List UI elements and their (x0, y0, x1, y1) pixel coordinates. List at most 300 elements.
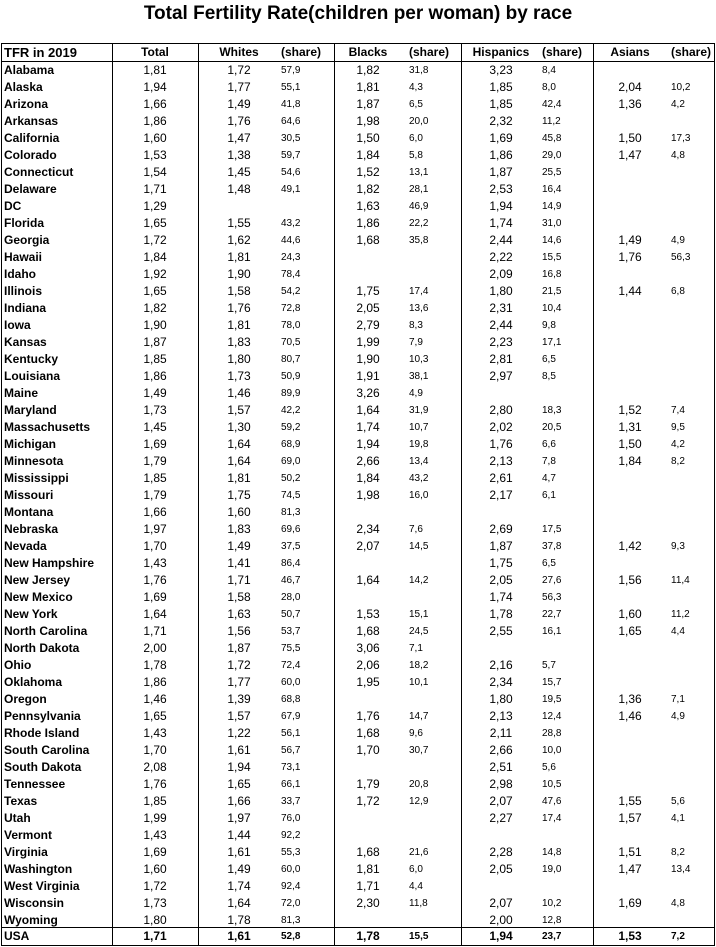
cell-state: Wisconsin (4, 896, 64, 910)
cell-whites: 1,62 (227, 233, 251, 247)
cell-asians-share: 4,8 (671, 150, 685, 161)
cell-blacks-share: 30,7 (409, 745, 429, 756)
cell-whites: 1,74 (227, 879, 251, 893)
table-row (2, 385, 714, 402)
cell-state: South Dakota (4, 760, 82, 774)
cell-asians (600, 164, 660, 181)
cell-whites: 1,77 (227, 675, 251, 689)
cell-state: Iowa (4, 318, 31, 332)
cell-blacks: 2,66 (356, 454, 380, 468)
usa-total: 1,71 (143, 929, 167, 943)
cell-blacks-share: 8,3 (409, 320, 423, 331)
cell-hispanics: 2,07 (489, 896, 513, 910)
cell-asians-share (671, 640, 714, 657)
cell-whites: 1,81 (227, 471, 251, 485)
cell-hispanics-share: 56,3 (542, 592, 562, 603)
cell-whites: 1,49 (227, 97, 251, 111)
cell-whites-share: 66,1 (281, 779, 301, 790)
cell-blacks-share: 22,2 (409, 218, 429, 229)
cell-hispanics: 2,66 (489, 743, 513, 757)
cell-asians (600, 181, 660, 198)
cell-hispanics-share: 5,7 (542, 660, 556, 671)
cell-whites-share: 75,5 (281, 643, 301, 654)
cell-whites: 1,48 (227, 182, 251, 196)
cell-total: 1,87 (143, 335, 167, 349)
table-row (2, 674, 714, 691)
cell-asians-share (671, 725, 714, 742)
cell-blacks (345, 759, 391, 776)
cell-blacks-share: 38,1 (409, 371, 429, 382)
table-row (2, 691, 714, 708)
cell-hispanics-share: 19,0 (542, 864, 562, 875)
cell-whites: 1,61 (227, 845, 251, 859)
cell-blacks: 1,64 (356, 403, 380, 417)
cell-asians-share: 4,9 (671, 235, 685, 246)
cell-blacks: 1,75 (356, 284, 380, 298)
cell-hispanics: 2,17 (489, 488, 513, 502)
cell-blacks: 1,53 (356, 607, 380, 621)
cell-state: Texas (4, 794, 38, 808)
cell-blacks (345, 555, 391, 572)
cell-asians: 1,44 (618, 284, 642, 298)
cell-hispanics-share: 14,9 (542, 201, 562, 212)
cell-blacks-share: 7,1 (409, 643, 423, 654)
cell-total: 1,60 (143, 131, 167, 145)
cell-asians-share: 11,2 (671, 609, 690, 620)
usa-blacks: 1,78 (356, 929, 380, 943)
header-asians: Asians (610, 45, 650, 59)
cell-whites: 1,64 (227, 454, 251, 468)
cell-whites: 1,45 (227, 165, 251, 179)
table-row (2, 351, 714, 368)
cell-blacks (345, 504, 391, 521)
cell-hispanics-share: 19,5 (542, 694, 562, 705)
cell-state: Alaska (4, 80, 43, 94)
cell-hispanics: 1,75 (489, 556, 513, 570)
cell-asians-share (671, 113, 714, 130)
cell-hispanics: 1,80 (489, 692, 513, 706)
cell-hispanics-share: 22,7 (542, 609, 562, 620)
cell-blacks (345, 827, 391, 844)
table-row (2, 181, 714, 198)
cell-state: Vermont (4, 828, 53, 842)
cell-total: 1,92 (143, 267, 167, 281)
cell-hispanics-share: 28,8 (542, 728, 562, 739)
table-row (2, 521, 714, 538)
cell-blacks-share: 14,7 (409, 711, 429, 722)
cell-whites: 1,76 (227, 301, 251, 315)
column-divider (593, 44, 594, 945)
cell-total: 1,82 (143, 301, 167, 315)
cell-whites-share: 44,6 (281, 235, 301, 246)
cell-whites-share: 54,2 (281, 286, 301, 297)
cell-hispanics-share: 15,5 (542, 252, 562, 263)
cell-hispanics-share (542, 504, 592, 521)
cell-asians (600, 300, 660, 317)
usa-state: USA (4, 929, 30, 943)
cell-blacks: 1,84 (356, 148, 380, 162)
cell-total: 1,72 (143, 233, 167, 247)
cell-total: 1,60 (143, 862, 167, 876)
cell-blacks-share (409, 504, 459, 521)
cell-blacks: 1,68 (356, 233, 380, 247)
cell-asians-share: 17,3 (671, 133, 691, 144)
cell-asians (600, 725, 660, 742)
cell-asians (600, 113, 660, 130)
cell-blacks: 1,63 (356, 199, 380, 213)
cell-asians-share: 4,9 (671, 711, 685, 722)
cell-asians: 1,50 (618, 131, 642, 145)
cell-hispanics-share: 6,5 (542, 558, 556, 569)
table-row (2, 657, 714, 674)
usa-asians: 1,53 (618, 929, 642, 943)
cell-whites-share: 43,2 (281, 218, 301, 229)
cell-asians-share: 6,8 (671, 286, 685, 297)
cell-hispanics (464, 504, 538, 521)
cell-blacks: 1,82 (356, 63, 380, 77)
header-whites: Whites (219, 45, 259, 59)
cell-hispanics-share: 17,5 (542, 524, 562, 535)
cell-total: 1,86 (143, 675, 167, 689)
table-row (2, 334, 714, 351)
cell-state: Michigan (4, 437, 57, 451)
cell-blacks: 2,79 (356, 318, 380, 332)
cell-whites-share: 55,3 (281, 847, 301, 858)
cell-hispanics: 2,05 (489, 573, 513, 587)
header-whites-share: (share) (281, 45, 322, 59)
cell-whites-share: 81,3 (281, 507, 301, 518)
table-row (2, 827, 714, 844)
cell-blacks-share: 9,6 (409, 728, 423, 739)
cell-state: North Dakota (4, 641, 80, 655)
cell-whites: 1,49 (227, 862, 251, 876)
cell-blacks-share (409, 827, 459, 844)
cell-blacks (345, 249, 391, 266)
cell-blacks-share: 31,9 (409, 405, 429, 416)
cell-asians-share (671, 62, 714, 79)
cell-hispanics-share: 29,0 (542, 150, 562, 161)
cell-blacks-share (409, 266, 459, 283)
cell-hispanics-share: 12,4 (542, 711, 562, 722)
cell-total: 1,76 (143, 573, 167, 587)
cell-blacks-share: 18,2 (409, 660, 429, 671)
cell-whites-share: 50,7 (281, 609, 301, 620)
cell-total: 1,73 (143, 403, 167, 417)
cell-state: California (4, 131, 60, 145)
cell-hispanics (464, 640, 538, 657)
cell-hispanics-share: 16,1 (542, 626, 562, 637)
cell-blacks-share: 14,2 (409, 575, 429, 586)
cell-hispanics: 2,51 (489, 760, 513, 774)
cell-whites-share: 46,7 (281, 575, 301, 586)
cell-whites-share: 70,5 (281, 337, 301, 348)
cell-hispanics: 3,23 (489, 63, 513, 77)
cell-blacks-share (409, 555, 459, 572)
cell-hispanics-share: 17,1 (542, 337, 562, 348)
cell-whites: 1,41 (227, 556, 251, 570)
cell-whites-share: 76,0 (281, 813, 301, 824)
cell-blacks: 1,84 (356, 471, 380, 485)
table-row (2, 436, 714, 453)
cell-blacks: 2,30 (356, 896, 380, 910)
table-row (2, 504, 714, 521)
cell-hispanics: 2,34 (489, 675, 513, 689)
cell-hispanics: 2,61 (489, 471, 513, 485)
cell-hispanics-share: 37,8 (542, 541, 562, 552)
table-row (2, 130, 714, 147)
cell-hispanics-share: 4,7 (542, 473, 556, 484)
cell-hispanics: 1,80 (489, 284, 513, 298)
cell-total: 2,08 (143, 760, 167, 774)
cell-asians-share: 7,1 (671, 694, 685, 705)
cell-blacks-share (409, 589, 459, 606)
cell-asians-share (671, 317, 714, 334)
cell-whites-share: 50,2 (281, 473, 301, 484)
cell-whites-share: 60,0 (281, 677, 301, 688)
cell-total: 1,53 (143, 148, 167, 162)
header-row (2, 44, 714, 61)
cell-whites: 1,65 (227, 777, 251, 791)
cell-asians: 1,42 (618, 539, 642, 553)
usa-whites-share: 52,8 (281, 931, 301, 942)
cell-asians-share: 8,2 (671, 456, 685, 467)
cell-hispanics-share: 31,0 (542, 218, 562, 229)
cell-whites-share: 42,2 (281, 405, 301, 416)
cell-total: 1,65 (143, 284, 167, 298)
cell-blacks-share: 19,8 (409, 439, 429, 450)
column-divider (198, 44, 199, 945)
cell-state: Virginia (4, 845, 48, 859)
cell-blacks-share: 6,0 (409, 864, 423, 875)
cell-asians: 1,52 (618, 403, 642, 417)
cell-hispanics-share: 9,8 (542, 320, 556, 331)
header-asians-share: (share) (671, 45, 712, 59)
cell-total: 1,81 (143, 63, 167, 77)
cell-hispanics: 1,76 (489, 437, 513, 451)
header-hispanics-share: (share) (542, 45, 583, 59)
cell-total: 1,76 (143, 777, 167, 791)
cell-asians (600, 470, 660, 487)
cell-asians-share (671, 266, 714, 283)
cell-hispanics-share: 14,8 (542, 847, 562, 858)
cell-blacks-share: 4,9 (409, 388, 423, 399)
cell-asians-share: 5,6 (671, 796, 685, 807)
cell-state: Arizona (4, 97, 49, 111)
cell-total: 1,45 (143, 420, 167, 434)
cell-blacks: 1,76 (356, 709, 380, 723)
cell-asians-share (671, 555, 714, 572)
cell-total: 1,65 (143, 709, 167, 723)
cell-total: 1,69 (143, 590, 167, 604)
cell-whites-share: 68,9 (281, 439, 301, 450)
table-row (2, 419, 714, 436)
cell-hispanics: 1,87 (489, 165, 513, 179)
cell-asians: 1,84 (618, 454, 642, 468)
cell-total: 1,43 (143, 726, 167, 740)
cell-asians-share: 4,4 (671, 626, 685, 637)
cell-asians: 1,47 (618, 862, 642, 876)
cell-blacks-share (409, 691, 459, 708)
cell-hispanics: 2,97 (489, 369, 513, 383)
cell-whites-share: 24,3 (281, 252, 301, 263)
cell-hispanics-share: 8,4 (542, 65, 556, 76)
cell-whites: 1,81 (227, 318, 251, 332)
cell-hispanics-share: 10,2 (542, 898, 562, 909)
cell-whites-share: 89,9 (281, 388, 301, 399)
cell-blacks-share: 13,1 (409, 167, 429, 178)
cell-blacks-share: 12,9 (409, 796, 429, 807)
cell-asians-share (671, 385, 714, 402)
cell-hispanics: 2,22 (489, 250, 513, 264)
table-row (2, 283, 714, 300)
cell-total: 1,85 (143, 471, 167, 485)
cell-asians: 1,55 (618, 794, 642, 808)
cell-total: 1,64 (143, 607, 167, 621)
cell-whites: 1,78 (227, 913, 251, 927)
cell-whites-share: 56,1 (281, 728, 301, 739)
cell-blacks: 1,98 (356, 488, 380, 502)
cell-hispanics: 2,44 (489, 233, 513, 247)
cell-asians: 1,56 (618, 573, 642, 587)
cell-hispanics: 2,23 (489, 335, 513, 349)
cell-asians (600, 657, 660, 674)
table-row (2, 96, 714, 113)
cell-total: 1,72 (143, 879, 167, 893)
cell-asians: 1,49 (618, 233, 642, 247)
cell-whites: 1,57 (227, 403, 251, 417)
cell-blacks-share: 46,9 (409, 201, 429, 212)
cell-hispanics: 2,44 (489, 318, 513, 332)
cell-asians (600, 759, 660, 776)
cell-blacks-share: 10,3 (409, 354, 429, 365)
table-row (2, 487, 714, 504)
cell-blacks (345, 691, 391, 708)
cell-state: Massachusetts (4, 420, 91, 434)
cell-state: Utah (4, 811, 31, 825)
cell-blacks: 1,95 (356, 675, 380, 689)
cell-hispanics: 2,69 (489, 522, 513, 536)
cell-asians-share: 8,2 (671, 847, 685, 858)
table-row (2, 861, 714, 878)
cell-asians-share (671, 334, 714, 351)
cell-asians-share: 9,5 (671, 422, 685, 433)
cell-whites-share: 54,6 (281, 167, 301, 178)
cell-blacks: 1,98 (356, 114, 380, 128)
cell-state: Arkansas (4, 114, 59, 128)
cell-hispanics-share: 15,7 (542, 677, 562, 688)
cell-whites: 1,57 (227, 709, 251, 723)
cell-total: 1,71 (143, 624, 167, 638)
cell-blacks-share: 16,0 (409, 490, 429, 501)
cell-whites: 1,80 (227, 352, 251, 366)
cell-asians-share: 56,3 (671, 252, 691, 263)
cell-blacks: 1,52 (356, 165, 380, 179)
cell-hispanics-share: 6,6 (542, 439, 556, 450)
cell-hispanics: 2,28 (489, 845, 513, 859)
cell-whites-share (281, 198, 331, 215)
header-total: Total (141, 45, 169, 59)
cell-whites-share: 74,5 (281, 490, 301, 501)
cell-blacks-share: 35,8 (409, 235, 429, 246)
cell-state: Washington (4, 862, 73, 876)
cell-state: South Carolina (4, 743, 90, 757)
cell-asians: 1,57 (618, 811, 642, 825)
cell-total: 1,66 (143, 97, 167, 111)
cell-blacks-share: 24,5 (409, 626, 429, 637)
usa-whites: 1,61 (227, 929, 251, 943)
cell-asians-share: 4,8 (671, 898, 685, 909)
cell-whites-share: 37,5 (281, 541, 301, 552)
usa-hispanics-share: 23,7 (542, 931, 562, 942)
table-row (2, 725, 714, 742)
cell-state: Ohio (4, 658, 32, 672)
cell-hispanics-share: 42,4 (542, 99, 562, 110)
cell-asians-share (671, 487, 714, 504)
usa-hispanics: 1,94 (489, 929, 513, 943)
cell-blacks-share: 20,8 (409, 779, 429, 790)
cell-whites: 1,72 (227, 658, 251, 672)
cell-blacks-share: 13,6 (409, 303, 429, 314)
cell-hispanics: 2,09 (489, 267, 513, 281)
cell-asians (600, 368, 660, 385)
cell-whites: 1,76 (227, 114, 251, 128)
cell-whites: 1,58 (227, 284, 251, 298)
cell-total: 1,86 (143, 369, 167, 383)
cell-hispanics-share: 20,5 (542, 422, 562, 433)
cell-state: Mississippi (4, 471, 69, 485)
cell-total: 1,69 (143, 845, 167, 859)
header-divider (2, 61, 714, 62)
cell-blacks (345, 266, 391, 283)
cell-hispanics: 1,85 (489, 80, 513, 94)
cell-hispanics-share: 16,4 (542, 184, 562, 195)
header-state: TFR in 2019 (4, 45, 77, 60)
usa-divider (2, 927, 714, 928)
tfr-table (1, 43, 715, 946)
header-blacks: Blacks (348, 45, 388, 59)
cell-state: Rhode Island (4, 726, 80, 740)
cell-total: 1,86 (143, 114, 167, 128)
cell-state: North Carolina (4, 624, 88, 638)
cell-whites-share: 57,9 (281, 65, 301, 76)
cell-total: 1,49 (143, 386, 167, 400)
cell-blacks: 1,64 (356, 573, 380, 587)
table-row (2, 623, 714, 640)
cell-whites: 1,97 (227, 811, 251, 825)
cell-whites (215, 198, 263, 215)
cell-whites-share: 92,2 (281, 830, 301, 841)
cell-hispanics: 2,16 (489, 658, 513, 672)
cell-blacks-share (409, 759, 459, 776)
cell-whites-share: 68,8 (281, 694, 301, 705)
cell-blacks: 1,94 (356, 437, 380, 451)
table-row (2, 215, 714, 232)
table-row (2, 606, 714, 623)
cell-whites: 1,75 (227, 488, 251, 502)
cell-asians (600, 266, 660, 283)
cell-asians-share (671, 589, 714, 606)
cell-hispanics (464, 827, 538, 844)
cell-whites-share: 78,0 (281, 320, 301, 331)
cell-state: New Mexico (4, 590, 73, 604)
cell-hispanics-share (542, 878, 592, 895)
cell-blacks-share: 15,1 (409, 609, 429, 620)
cell-asians: 1,47 (618, 148, 642, 162)
cell-hispanics: 1,74 (489, 216, 513, 230)
cell-asians-share: 11,4 (671, 575, 690, 586)
cell-hispanics: 1,69 (489, 131, 513, 145)
cell-state: Maryland (4, 403, 57, 417)
